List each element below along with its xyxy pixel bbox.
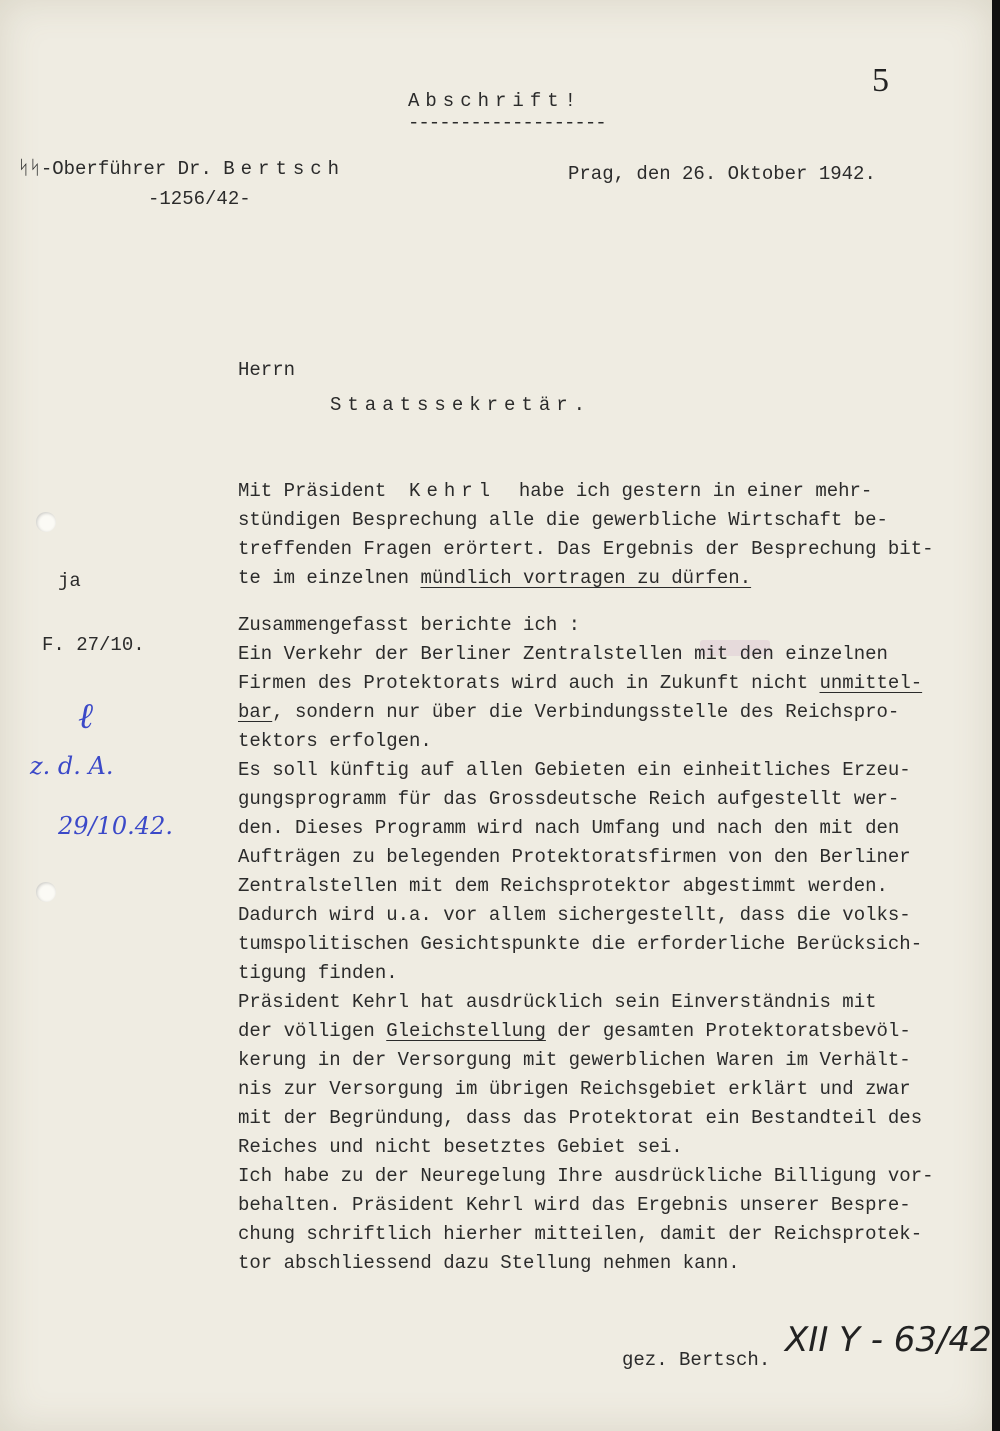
body-line: tumspolitischen Gesichtspunkte die erforderliche Berücksich- <box>238 933 923 955</box>
body-line: behalten. Präsident Kehrl wird das Ergebnis unserer Bespre- <box>238 1194 911 1216</box>
body-line: kerung in der Versorgung mit gewerblichen Waren im Verhält- <box>238 1049 911 1071</box>
body-line: Es soll künftig auf allen Gebieten ein einheitliches Erzeu- <box>238 759 911 781</box>
body-line: Aufträgen zu belegenden Protektoratsfirmen von den Berliner <box>238 846 911 868</box>
body-line: mit der Begründung, dass das Protektorat ein Bestandteil des <box>238 1107 923 1129</box>
body-line: den. Dieses Programm wird nach Umfang und nach den mit den <box>238 817 900 839</box>
sender-reference: -1256/42- <box>148 188 251 210</box>
body-line: Präsident Kehrl hat ausdrücklich sein Einverständnis mit <box>238 991 877 1013</box>
body-line: chung schriftlich hierher mitteilen, damit der Reichsprotek- <box>238 1223 923 1245</box>
handwritten-initial: ℓ <box>78 696 93 737</box>
body-line: Mit Präsident Kehrl habe ich gestern in einer mehr- <box>238 480 873 502</box>
body-line: Zusammengefasst berichte ich : <box>238 614 581 636</box>
sender-line <box>18 160 345 179</box>
body-line: Ein Verkehr der Berliner Zentralstellen mit den einzelnen <box>238 643 888 665</box>
page-number: 5 <box>872 62 889 99</box>
handwritten-note-zda: z. d. A. <box>30 752 114 780</box>
underlined-word: Gleichstellung <box>386 1020 546 1042</box>
document-heading: Abschrift! <box>408 90 583 112</box>
margin-note-ja: ja <box>58 570 81 592</box>
body-line: Zentralstellen mit dem Reichsprotektor abgestimmt werden. <box>238 875 888 897</box>
body-line: te im einzelnen mündlich vortragen zu dürfen. <box>238 567 752 589</box>
heading-underline: ------------------- <box>408 112 606 134</box>
body-line: Firmen des Protektorats wird auch in Zukunft nicht unmittel- <box>238 672 923 694</box>
body-line: gungsprogramm für das Grossdeutsche Reich aufgestellt wer- <box>238 788 900 810</box>
place-date: Prag, den 26. Oktober 1942. <box>568 163 876 185</box>
underlined-phrase: mündlich vortragen zu dürfen. <box>420 567 752 589</box>
signature-line: gez. Bertsch. <box>622 1349 771 1371</box>
page-edge-shadow <box>992 0 1000 1431</box>
handwritten-note-date: 29/10.42. <box>58 812 173 840</box>
punch-hole-top <box>36 512 56 532</box>
body-line: Dadurch wird u.a. vor allem sichergestellt, dass die volks- <box>238 904 911 926</box>
salutation-herrn: Herrn <box>238 359 296 381</box>
name-kehrl: Kehrl <box>409 480 497 502</box>
underlined-word: bar <box>238 701 273 723</box>
underlined-word: unmittel- <box>819 672 923 694</box>
body-line: Reiches und nicht besetztes Gebiet sei. <box>238 1136 683 1158</box>
body-line: stündigen Besprechung alle die gewerbliche Wirtschaft be- <box>238 509 888 531</box>
body-line: der völligen Gleichstellung der gesamten Protektoratsbevöl- <box>238 1020 911 1042</box>
salutation-title: Staatssekretär. <box>330 394 592 416</box>
body-line: tor abschliessend dazu Stellung nehmen kann. <box>238 1252 740 1274</box>
body-line: treffenden Fragen erörtert. Das Ergebnis der Besprechung bit- <box>238 538 934 560</box>
sender-title: -Oberführer Dr. <box>40 158 212 180</box>
body-line: tigung finden. <box>238 962 398 984</box>
body-line: Ich habe zu der Neuregelung Ihre ausdrückliche Billigung vor- <box>238 1165 934 1187</box>
body-line: nis zur Versorgung im übrigen Reichsgebiet erklärt und zwar <box>238 1078 911 1100</box>
ss-rank-symbol: ᛋᛋ <box>18 158 41 180</box>
punch-hole-bottom <box>36 882 56 902</box>
handwritten-file-reference: XII Y - 63/42 <box>785 1320 992 1360</box>
margin-note-date: F. 27/10. <box>42 634 145 656</box>
sender-name: Bertsch <box>223 158 346 180</box>
body-line: tektors erfolgen. <box>238 730 432 752</box>
body-line: bar, sondern nur über die Verbindungsstelle des Reichspro- <box>238 701 900 723</box>
